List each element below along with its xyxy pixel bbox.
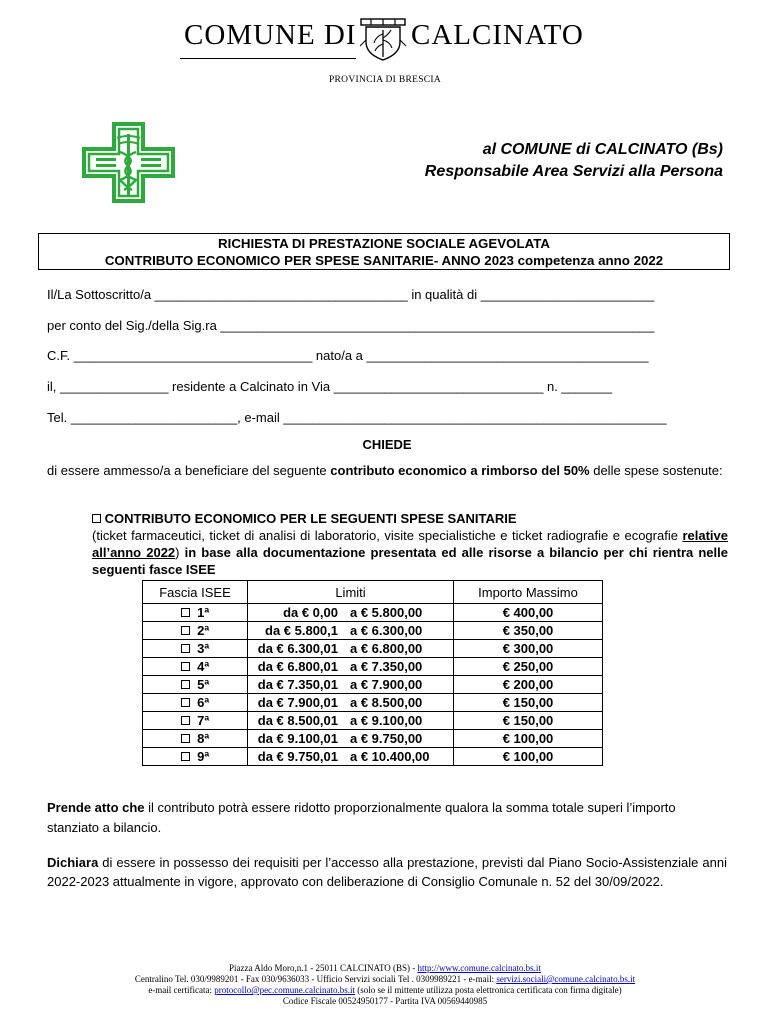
form-title-line2: CONTRIBUTO ECONOMICO PER SPESE SANITARIE- ANNO 2023 competenza anno 2022 [104, 253, 664, 268]
addressee-line1: al COMUNE di CALCINATO (Bs) [482, 141, 723, 158]
dichiara-paragraph [47, 853, 727, 891]
fascia-cell [143, 658, 248, 676]
fascia-cell [143, 712, 248, 730]
addressee-line2: Responsabile Area Servizi alla Persona [424, 163, 723, 180]
fascia-cell [143, 640, 248, 658]
footer-pec-label: e-mail certificata: [148, 985, 215, 995]
option-desc-underline: relative all’anno 2022 [92, 528, 728, 560]
limite-da: da € 5.800,1 [265, 623, 338, 638]
limite-a: a € 6.800,00 [350, 641, 423, 656]
limite-a: a € 5.800,00 [350, 605, 423, 620]
importo-cell: € 100,00 [454, 730, 603, 748]
fascia-checkbox[interactable] [181, 662, 190, 671]
limiti-cell [248, 676, 454, 694]
header-limiti: Limiti [248, 581, 454, 604]
chiede-heading: CHIEDE [362, 437, 412, 452]
intro-text-bold: contributo economico a rimborso del 50% [330, 463, 590, 478]
limite-da: da € 6.800,01 [257, 659, 338, 674]
field-sottoscritto[interactable]: Il/La Sottoscritto/a ___________________________________ in qualità di ________________________ [47, 287, 655, 302]
limite-a: a € 9.100,00 [350, 713, 423, 728]
form-title-line1: RICHIESTA DI PRESTAZIONE SOCIALE AGEVOLATA [218, 236, 550, 251]
limite-da: da € 9.750,01 [257, 749, 338, 764]
importo-cell: € 400,00 [454, 604, 603, 622]
fascia-checkbox[interactable] [181, 644, 190, 653]
fascia-cell [143, 604, 248, 622]
fascia-label: 9ª [197, 749, 210, 764]
limite-a: a € 9.750,00 [350, 731, 423, 746]
isee-table-row [143, 712, 603, 730]
limite-da: da € 7.900,01 [257, 695, 338, 710]
limite-a: a € 7.350,00 [350, 659, 423, 674]
footer-address: Piazza Aldo Moro,n.1 - 25011 CALCINATO (BS) - [229, 963, 418, 973]
fascia-checkbox[interactable] [181, 698, 190, 707]
limiti-cell [248, 640, 454, 658]
limiti-cell [248, 694, 454, 712]
importo-cell: € 350,00 [454, 622, 603, 640]
fascia-checkbox[interactable] [181, 608, 190, 617]
isee-table-row [143, 604, 603, 622]
header-fascia: Fascia ISEE [143, 581, 248, 604]
fascia-label: 5ª [197, 677, 210, 692]
limite-da: da € 8.500,01 [257, 713, 338, 728]
footer-contacts: Centralino Tel. 030/9989201 - Fax 030/9636033 - Ufficio Servizi sociali Tel . 0309989221 - e-mail: [134, 974, 497, 984]
isee-table-row [143, 694, 603, 712]
option-desc-bold: in base alla documentazione presentata ed alle risorse a bilancio per chi rientra nelle seguenti fasce ISEE [92, 545, 728, 577]
footer-website-link[interactable]: http://www.comune.calcinato.bs.it [417, 963, 541, 973]
field-residenza[interactable]: il, _______________ residente a Calcinato in Via _____________________________ n. _______ [47, 379, 613, 394]
isee-table [142, 580, 603, 766]
fascia-checkbox[interactable] [181, 680, 190, 689]
header-comune-di: COMUNE DI [184, 19, 357, 51]
fascia-checkbox[interactable] [181, 626, 190, 635]
dichiara-bold: Dichiara [47, 855, 99, 870]
option-checkbox[interactable] [92, 514, 101, 523]
fascia-label: 1ª [197, 605, 210, 620]
limite-da: da € 0,00 [283, 605, 338, 620]
fascia-label: 3ª [197, 641, 210, 656]
header-importo: Importo Massimo [454, 581, 603, 604]
fascia-cell [143, 748, 248, 766]
importo-cell: € 150,00 [454, 694, 603, 712]
prende-atto-bold: Prende atto che [47, 800, 145, 815]
field-cf-nato[interactable]: C.F. _________________________________ nato/a a _______________________________________ [47, 348, 649, 363]
fascia-cell [143, 622, 248, 640]
footer [0, 963, 770, 1007]
footer-pec-note: (solo se il mittente utilizza posta elettronica certificata con firma digitale) [355, 985, 622, 995]
header-calcinato: CALCINATO [411, 19, 584, 51]
limiti-cell [248, 622, 454, 640]
limite-a: a € 7.900,00 [350, 677, 423, 692]
option-description [92, 527, 728, 578]
intro-text-post: delle spese sostenute: [589, 463, 723, 478]
footer-line2 [0, 974, 770, 985]
limite-da: da € 6.300,01 [257, 641, 338, 656]
footer-line1 [0, 963, 770, 974]
limiti-cell [248, 730, 454, 748]
importo-cell: € 100,00 [454, 748, 603, 766]
limite-a: a € 8.500,00 [350, 695, 423, 710]
option-title-text: CONTRIBUTO ECONOMICO PER LE SEGUENTI SPESE SANITARIE [104, 511, 517, 526]
pharmacy-cross-icon [80, 120, 177, 205]
option-desc-pre: (ticket farmaceutici, ticket di analisi di laboratorio, visite specialistiche e ticket radiografie e ecografie [92, 528, 683, 543]
footer-line3 [0, 985, 770, 996]
limiti-cell [248, 658, 454, 676]
isee-table-row [143, 748, 603, 766]
intro-text-pre: di essere ammesso/a a beneficiare del seguente [47, 463, 331, 478]
limite-da: da € 9.100,01 [257, 731, 338, 746]
fascia-label: 4ª [197, 659, 210, 674]
footer-line4: Codice Fiscale 00524950177 - Partita IVA 00569440985 [282, 996, 488, 1006]
fascia-cell [143, 694, 248, 712]
province-label: PROVINCIA DI BRESCIA [328, 75, 442, 85]
header-rule [180, 58, 356, 59]
intro-paragraph [47, 462, 727, 479]
limiti-cell [248, 748, 454, 766]
isee-table-header [143, 581, 603, 604]
coat-of-arms-icon [358, 16, 408, 62]
limiti-cell [248, 604, 454, 622]
prende-atto-paragraph [47, 798, 727, 838]
isee-table-row [143, 730, 603, 748]
isee-table-row [143, 676, 603, 694]
fascia-checkbox[interactable] [181, 716, 190, 725]
isee-table-row [143, 640, 603, 658]
fascia-checkbox[interactable] [181, 752, 190, 761]
footer-email-link[interactable]: servizi.sociali@comune.calcinato.bs.it [496, 974, 636, 984]
isee-table-row [143, 622, 603, 640]
option-desc-mid: ) [175, 545, 185, 560]
fascia-cell [143, 730, 248, 748]
fascia-label: 6ª [197, 695, 210, 710]
limite-da: da € 7.350,01 [257, 677, 338, 692]
fascia-cell [143, 676, 248, 694]
fascia-checkbox[interactable] [181, 734, 190, 743]
footer-pec-link[interactable]: protocollo@pec.comune.calcinato.bs.it [214, 985, 356, 995]
limite-a: a € 10.400,00 [350, 749, 430, 764]
importo-cell: € 150,00 [454, 712, 603, 730]
form-title-box [38, 233, 730, 270]
limite-a: a € 6.300,00 [350, 623, 423, 638]
field-per-conto[interactable]: per conto del Sig./della Sig.ra ____________________________________________________________ [47, 318, 655, 333]
importo-cell: € 300,00 [454, 640, 603, 658]
prende-atto-text: il contributo potrà essere ridotto proporzionalmente qualora la somma totale superi l’importo stanziato a bilancio. [47, 800, 676, 835]
option-block [92, 510, 728, 578]
option-title [92, 510, 728, 527]
fascia-label: 7ª [197, 713, 210, 728]
importo-cell: € 200,00 [454, 676, 603, 694]
fascia-label: 8ª [197, 731, 210, 746]
limiti-cell [248, 712, 454, 730]
fascia-label: 2ª [197, 623, 210, 638]
importo-cell: € 250,00 [454, 658, 603, 676]
isee-table-row [143, 658, 603, 676]
field-tel-email[interactable]: Tel. _______________________, e-mail _____________________________________________________ [47, 410, 667, 425]
dichiara-text: di essere in possesso dei requisiti per l’accesso alla prestazione, previsti dal Piano Socio-Assistenziale anni 2022-2023 attualmente in vigore, approvato con deliberazione di Consiglio Comunale n. 52 del 30/09/2022. [47, 855, 727, 889]
